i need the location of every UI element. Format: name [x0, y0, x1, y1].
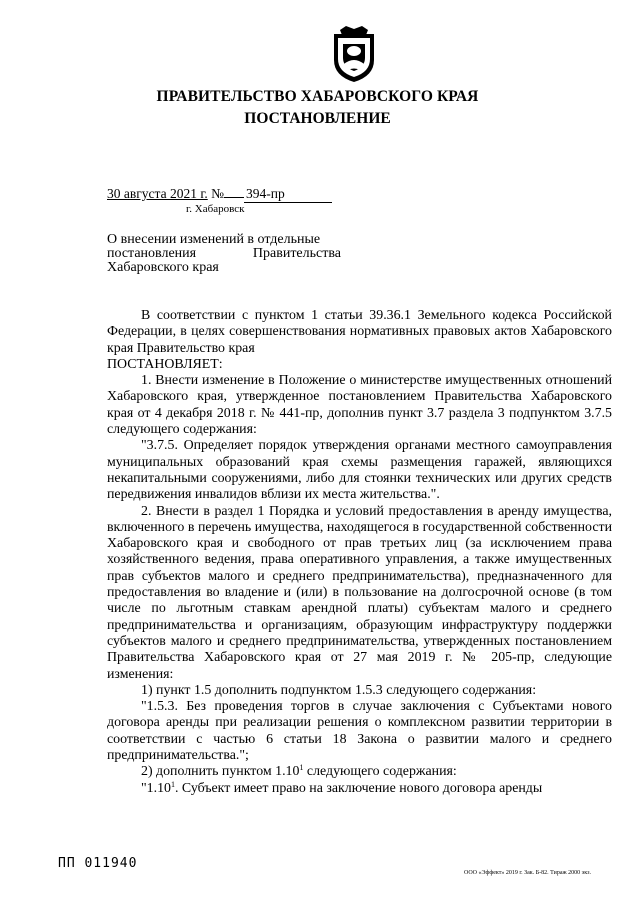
- subclause-2-text-b: следующего содержания:: [303, 764, 457, 780]
- document-body: [107, 308, 612, 797]
- clause-1-10-1-paragraph: [107, 781, 612, 797]
- clause-3-7-5-paragraph: "3.7.5. Определяет порядок утверждения органами местного самоуправления муниципальных образований края схемы размещения гаражей, являющихся некапитальными сооружениями, либо для стоянки технических или других средств передвижения инвалидов вблизи их места жительства.".: [107, 438, 612, 503]
- government-title: ПРАВИТЕЛЬСТВО ХАБАРОВСКОГО КРАЯ: [156, 88, 479, 105]
- form-serial-code: ПП 011940: [58, 856, 138, 871]
- subject-line-2b: Правительства: [252, 246, 341, 261]
- subclause-1-paragraph: 1) пункт 1.5 дополнить подпунктом 1.5.3 следующего содержания:: [141, 682, 537, 698]
- printer-imprint: ООО «Эффект» 2019 г. Зак. Б-82. Тираж 2000 экз.: [464, 870, 591, 876]
- clause-1-10-1-text-b: . Субъект имеет право на заключение нового договора аренды: [174, 780, 543, 796]
- clause-1-5-3-paragraph: "1.5.3. Без проведения торгов в случае заключения с Субъектами нового договора аренды при реализации решения о комплексном развитии территории в соответствии с частью 6 статьи 18 Закона о развитии малого и среднего предпринимательства.";: [107, 699, 612, 764]
- subject-line-2a: постановления: [107, 246, 197, 261]
- document-city: г. Хабаровск: [186, 203, 245, 215]
- document-number: 394-пр: [244, 186, 332, 203]
- document-date-line: [107, 186, 332, 203]
- document-type: ПОСТАНОВЛЕНИЕ: [244, 110, 391, 127]
- subclause-2-superscript: 1: [299, 763, 304, 773]
- subject-line-3: Хабаровского края: [107, 260, 219, 275]
- number-label: №: [211, 186, 224, 201]
- clause-1-10-1-superscript: 1: [170, 779, 175, 789]
- number-blank: [224, 197, 244, 198]
- subclause-2-paragraph: [107, 764, 612, 780]
- preamble-paragraph: В соответствии с пунктом 1 статьи 39.36.1 Земельного кодекса Российской Федерации, в целях совершенствования нормативных правовых актов Хабаровского края Правительство края: [107, 308, 612, 356]
- clause-1-paragraph: 1. Внести изменение в Положение о министерстве имущественных отношений Хабаровского края, утвержденное постановлением Правительства Хабаровского края от 4 декабря 2018 г. № 441-пр, дополнив пункт 3.7 раздела 3 подпунктом 3.7.5 следующего содержания:: [107, 373, 612, 438]
- khabarovsk-crest-icon: [330, 26, 378, 84]
- document-subject: [107, 233, 341, 275]
- clause-2-paragraph: 2. Внести в раздел 1 Порядка и условий предоставления в аренду имущества, включенного в перечень имущества, находящегося в государственной собственности Хабаровского края и свободного от прав третьих лиц (за исключением права хозяйственного ведения, права оперативного управления, а также имущественных прав субъектов малого и среднего предпринимательства), предназначенного для предоставления во владение и (или) в пользование на долгосрочной основе (в том числе по льготным ставкам арендной платы) субъектам малого и среднего предпринимательства и организациям, образующим инфраструктуру поддержки субъектов малого и среднего предпринимательства, утвержденных постановлением Правительства Хабаровского края от 27 мая 2019 г. № 205-пр, следующие изменения:: [107, 503, 612, 682]
- subject-line-2: [107, 247, 341, 261]
- document-date: 30 августа 2021 г.: [107, 186, 208, 201]
- resolves-heading: ПОСТАНОВЛЯЕТ:: [107, 356, 223, 372]
- subclause-2-text-a: 2) дополнить пунктом 1.10: [141, 764, 300, 780]
- subject-line-1: О внесении изменений в отдельные: [107, 232, 321, 247]
- clause-1-10-1-text-a: "1.10: [141, 780, 171, 796]
